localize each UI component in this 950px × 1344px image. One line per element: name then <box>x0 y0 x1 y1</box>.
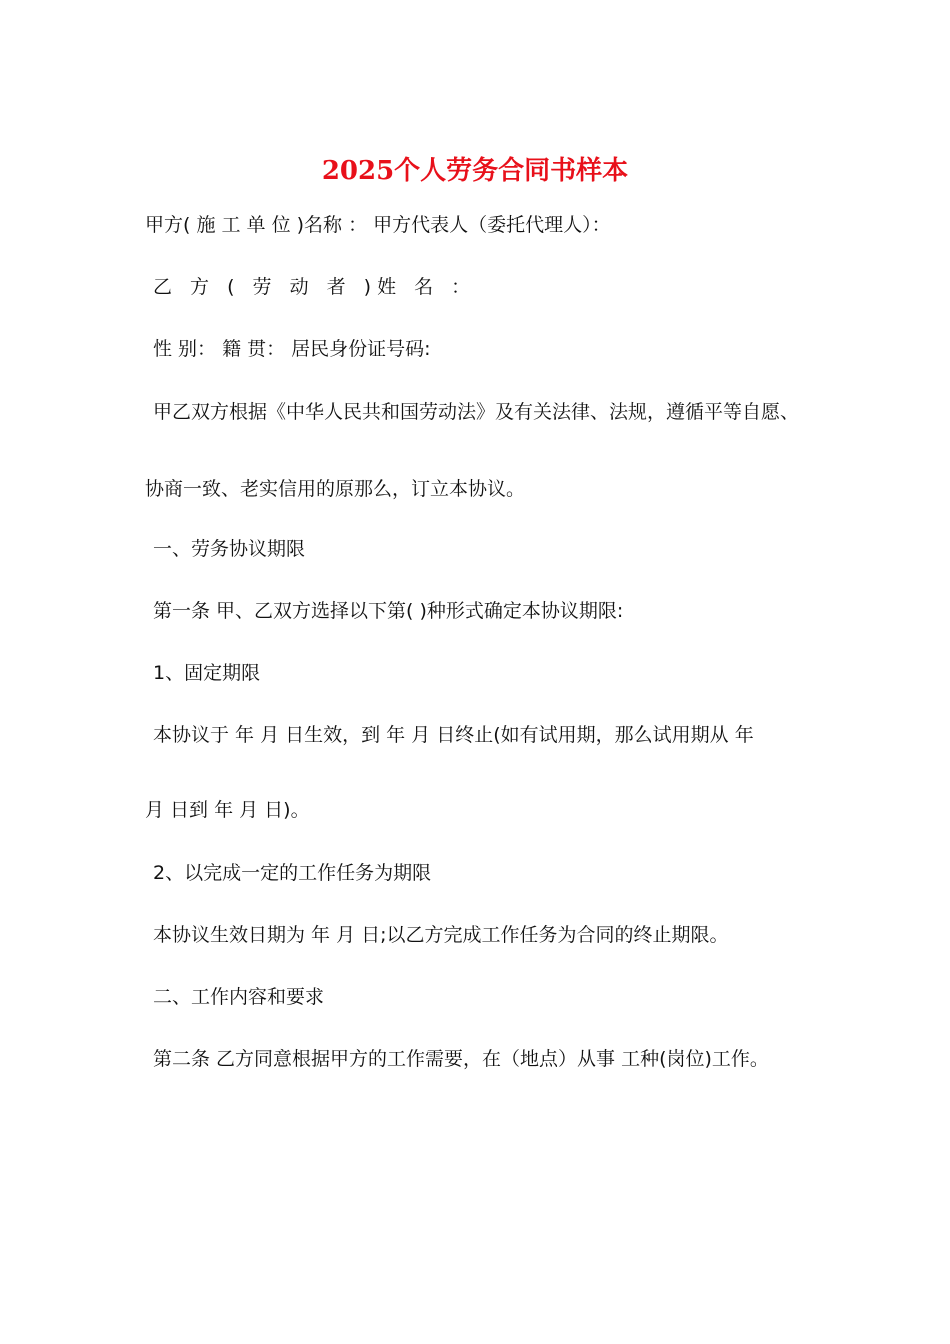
option-2-line: 本协议生效日期为 年 月 日;以乙方完成工作任务为合同的终止期限。 <box>153 924 729 946</box>
party-a-line: 甲方( 施 工 单 位 )名称 ： 甲方代表人（委托代理人）： <box>145 214 611 236</box>
option-1-line-1: 本协议于 年 月 日生效，到 年 月 日终止(如有试用期，那么试用期从 年 <box>153 724 754 746</box>
option-1-line-2: 月 日到 年 月 日)。 <box>145 799 310 821</box>
option-2-heading: 2、以完成一定的工作任务为期限 <box>153 862 432 884</box>
article-2-line: 第二条 乙方同意根据甲方的工作需要，在（地点）从事 工种(岗位)工作。 <box>153 1048 769 1070</box>
article-1-line: 第一条 甲、乙双方选择以下第( )种形式确定本协议期限: <box>153 600 624 622</box>
party-b-line: 乙 方 ( 劳 动 者 )姓 名 ： <box>153 276 477 298</box>
preamble-line-2: 协商一致、老实信用的原那么，订立本协议。 <box>145 478 526 500</box>
option-1-heading: 1、固定期限 <box>153 662 261 684</box>
personal-info-line: 性 别： 籍 贯： 居民身份证号码: <box>153 338 431 360</box>
preamble-line-1: 甲乙双方根据《中华人民共和国劳动法》及有关法律、法规，遵循平等自愿、 <box>153 401 800 423</box>
section-heading-2: 二、工作内容和要求 <box>153 986 325 1008</box>
section-heading-1: 一、劳务协议期限 <box>153 538 306 560</box>
document-title: 2025个人劳务合同书样本 <box>321 156 629 186</box>
